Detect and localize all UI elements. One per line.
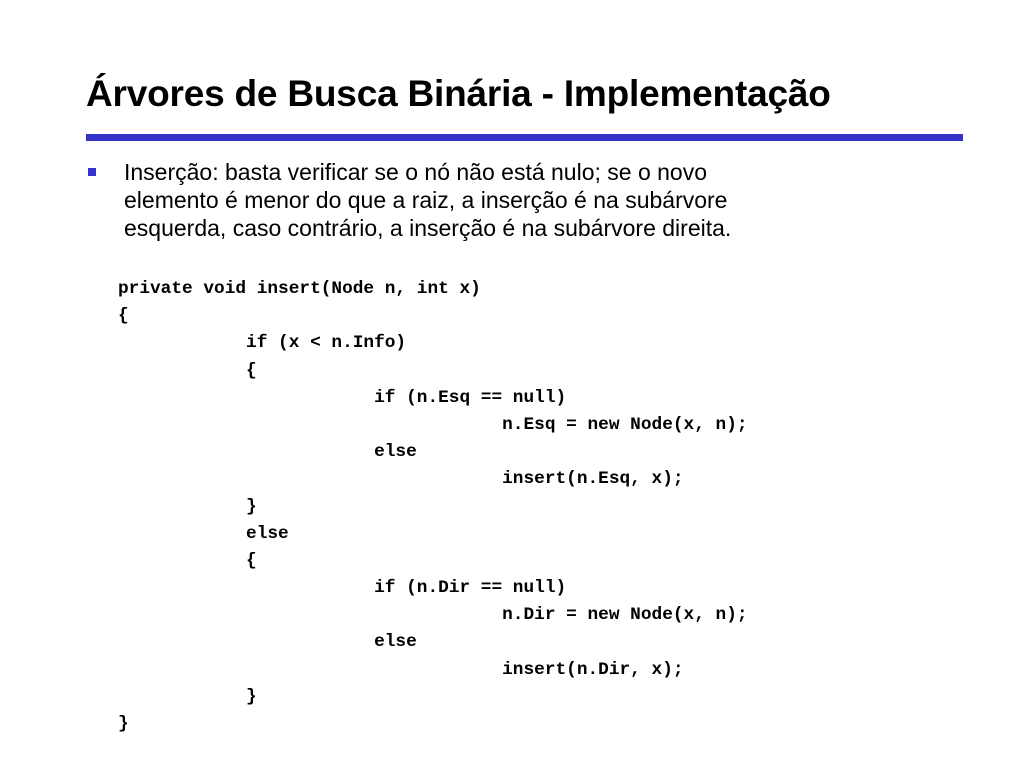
code-line: private void insert(Node n, int x) bbox=[118, 279, 481, 299]
code-line: else bbox=[118, 523, 289, 544]
bullet-paragraph bbox=[124, 158, 924, 242]
code-line: { bbox=[118, 360, 257, 381]
code-line: if (n.Dir == null) bbox=[118, 578, 567, 599]
bullet-line: esquerda, caso contrário, a inserção é na subárvore direita. bbox=[124, 215, 732, 241]
code-line: else bbox=[118, 442, 417, 463]
code-line: { bbox=[118, 306, 129, 327]
square-bullet-icon bbox=[88, 168, 96, 176]
code-line: n.Dir = new Node(x, n); bbox=[118, 605, 748, 626]
code-line: { bbox=[118, 550, 257, 571]
code-line: insert(n.Dir, x); bbox=[118, 659, 684, 680]
code-line: n.Esq = new Node(x, n); bbox=[118, 414, 748, 435]
slide-title: Árvores de Busca Binária - Implementação bbox=[86, 73, 831, 114]
code-line: } bbox=[118, 496, 257, 517]
code-line: if (x < n.Info) bbox=[118, 333, 407, 354]
bullet-line: elemento é menor do que a raiz, a inserção é na subárvore bbox=[124, 187, 728, 213]
code-line: insert(n.Esq, x); bbox=[118, 469, 684, 490]
code-line: if (n.Esq == null) bbox=[118, 387, 567, 408]
code-line: } bbox=[118, 714, 129, 734]
code-block bbox=[118, 276, 748, 738]
title-underline-bar bbox=[86, 134, 963, 141]
bullet-line: Inserção: basta verificar se o nó não está nulo; se o novo bbox=[124, 159, 708, 185]
code-line: else bbox=[118, 632, 417, 653]
code-line: } bbox=[118, 686, 257, 707]
